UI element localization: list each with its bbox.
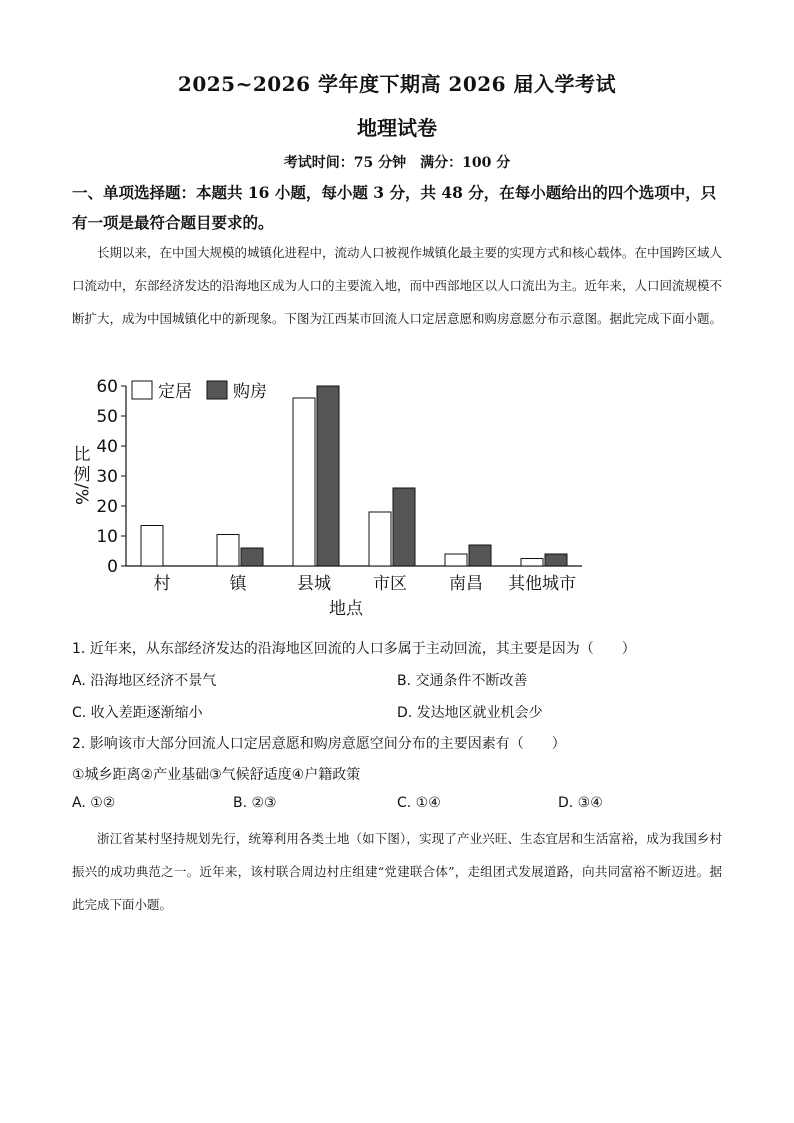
y-tick-label: 40: [96, 437, 118, 457]
question-1-stem: 1. 近年来，从东部经济发达的沿海地区回流的人口多属于主动回流，其主要是因为（ ）: [72, 641, 636, 657]
question-1-option-c[interactable]: C. 收入差距逐渐缩小: [72, 705, 203, 721]
y-tick-label: 60: [96, 377, 118, 397]
exam-title: 2025~2026 学年度下期高 2026 届入学考试: [177, 72, 617, 96]
bar-定居-镇: [217, 535, 239, 567]
x-tick-label: 其他城市: [508, 574, 576, 594]
bar-定居-村: [141, 526, 163, 567]
bar-定居-县城: [293, 398, 315, 566]
y-tick-label: 50: [96, 407, 118, 427]
passage-2: [72, 822, 722, 921]
y-tick-label: 30: [96, 467, 118, 487]
question-2-factors: ①城乡距离②产业基础③气候舒适度④户籍政策: [72, 767, 361, 783]
exam-subject: 地理试卷: [357, 116, 437, 140]
bar-购房-其他城市: [545, 554, 567, 566]
exam-info: 考试时间：75 分钟 满分：100 分: [283, 155, 511, 171]
x-tick-label: 县城: [297, 574, 331, 594]
question-1-option-a[interactable]: A. 沿海地区经济不景气: [72, 673, 217, 689]
legend-swatch: [207, 381, 227, 399]
question-1-option-b[interactable]: B. 交通条件不断改善: [397, 673, 528, 689]
x-tick-label: 镇: [229, 574, 247, 594]
bar-定居-市区: [369, 512, 391, 566]
section-heading: 一、单项选择题：本题共 16 小题，每小题 3 分，共 48 分，在每小题给出的四个选项中，只有一项是最符合题目要求的。: [72, 183, 717, 232]
y-tick-label: 0: [107, 557, 118, 577]
x-tick-label: 南昌: [449, 574, 483, 594]
y-tick-label: 10: [96, 527, 118, 547]
bar-chart: [70, 372, 600, 622]
x-axis-label: 地点: [329, 599, 363, 619]
y-axis-label: /%: [71, 483, 91, 505]
passage-1-text: 长期以来，在中国大规模的城镇化进程中，流动人口被视作城镇化最主要的实现方式和核心载体。在中国跨区域人口流动中，东部经济发达的沿海地区成为人口的主要流入地，而中西部地区以人口流出为主。近年来，人口回流规模不断扩大，成为中国城镇化中的新现象。下图为江西某市回流人口定居意愿和购房意愿分布示意图。据此完成下面小题。: [72, 245, 723, 326]
bar-购房-镇: [241, 548, 263, 566]
passage-1: [72, 236, 722, 335]
bar-定居-其他城市: [521, 559, 543, 567]
x-tick-label: 村: [153, 574, 171, 594]
legend-label: 定居: [158, 382, 192, 402]
y-axis-label: 例: [73, 465, 91, 485]
chart-axes: [121, 386, 582, 566]
bar-购房-市区: [393, 488, 415, 566]
question-2-option-c[interactable]: C. ①④: [397, 795, 441, 811]
legend-swatch: [132, 381, 152, 399]
question-2-option-d[interactable]: D. ③④: [558, 795, 603, 811]
y-axis-label: 比: [73, 445, 91, 465]
question-2-option-a[interactable]: A. ①②: [72, 795, 116, 811]
question-2-stem: 2. 影响该市大部分回流人口定居意愿和购房意愿空间分布的主要因素有（ ）: [72, 736, 566, 752]
bar-定居-南昌: [445, 554, 467, 566]
bar-购房-县城: [317, 386, 339, 566]
legend-label: 购房: [233, 382, 267, 402]
chart-bars: [141, 386, 567, 566]
y-tick-label: 20: [96, 497, 118, 517]
bar-购房-南昌: [469, 545, 491, 566]
passage-2-text: 浙江省某村坚持规划先行，统筹利用各类土地（如下图），实现了产业兴旺、生态宜居和生活富裕，成为我国乡村振兴的成功典范之一。近年来，该村联合周边村庄组建“党建联合体”，走组团式发展道路，向共同富裕不断迈进。据此完成下面小题。: [72, 831, 722, 912]
question-2-option-b[interactable]: B. ②③: [233, 795, 277, 811]
chart-legend: [132, 381, 267, 402]
question-1-option-d[interactable]: D. 发达地区就业机会少: [397, 705, 543, 721]
x-tick-label: 市区: [373, 574, 407, 594]
